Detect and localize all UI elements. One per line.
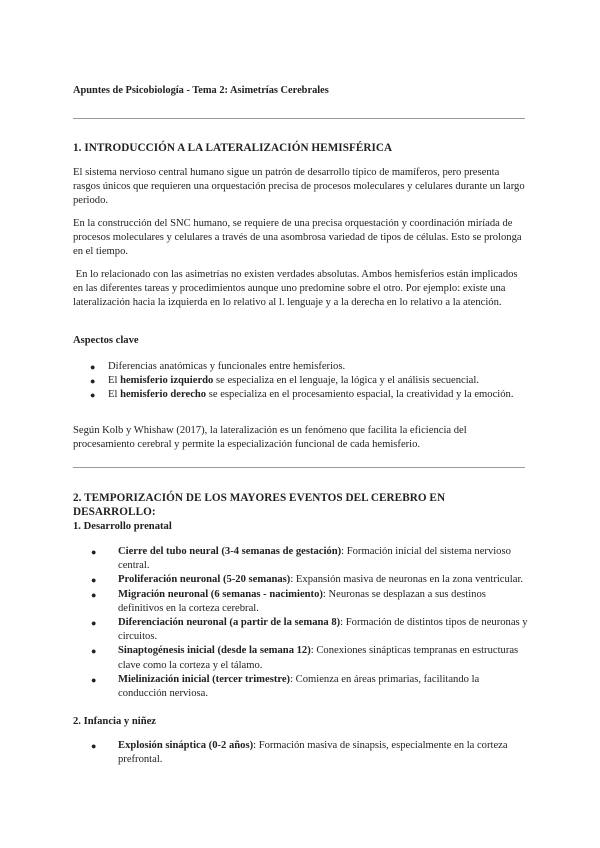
list-item-text: se especializa en el lenguaje, la lógica y el análisis secuencial. — [213, 375, 479, 387]
section-1-paragraph: En la construcción del SNC humano, se requiere de una precisa orquestación y coordinación miríada de procesos moleculares y celulares a través de una asombrosa variedad de tipos de células. Esto se prolonga en el tiempo. — [73, 218, 522, 258]
bullet-icon: ● — [90, 390, 96, 401]
event-description: : Expansión masiva de neuronas en la zona ventricular. — [290, 574, 524, 586]
list-item-text: se especializa en el procesamiento espacial, la creatividad y la emoción. — [206, 389, 514, 401]
childhood-events-list — [73, 739, 528, 767]
horizontal-divider — [73, 118, 525, 119]
list-item — [73, 588, 528, 616]
event-name: Mielinización inicial (tercer trimestre) — [118, 673, 291, 685]
list-item — [73, 360, 528, 374]
event-name: Diferenciación neuronal (a partir de la semana 8) — [118, 617, 341, 629]
childhood-subheading: 2. Infancia y niñez — [73, 716, 156, 727]
event-name: Explosión sináptica (0-2 años) — [118, 740, 254, 751]
event-description: : Conexiones sinápticas tempranas en estructuras clave como la corteza y el tálamo. — [118, 645, 519, 671]
bullet-icon: ● — [91, 674, 97, 685]
document-title: Apuntes de Psicobiología - Tema 2: Asimetrías Cerebrales — [73, 85, 329, 96]
list-item-term: hemisferio izquierdo — [120, 375, 214, 387]
list-item — [73, 644, 528, 672]
prenatal-events-list — [73, 545, 528, 701]
list-item-prefix: El — [108, 375, 121, 387]
prenatal-subheading: 1. Desarrollo prenatal — [73, 521, 172, 532]
section-1-closing-paragraph: Según Kolb y Whishaw (2017), la lateralización es un fenómeno que facilita la eficiencia del procesamiento cerebral y permite la especialización funcional de cada hemisferio. — [73, 425, 467, 451]
event-name: Cierre del tubo neural (3-4 semanas de gestación) — [118, 546, 342, 557]
bullet-icon: ● — [91, 575, 97, 586]
event-name: Proliferación neuronal (5-20 semanas) — [118, 574, 291, 586]
bullet-icon: ● — [90, 362, 96, 372]
bullet-icon: ● — [90, 376, 96, 387]
section-1-paragraph: El sistema nervioso central humano sigue un patrón de desarrollo típico de mamíferos, pero presenta rasgos únicos que requieren una orquestación precisa de procesos moleculares y celulares durante un largo periodo. — [73, 167, 525, 207]
list-item — [73, 616, 528, 644]
event-description: : Neuronas se desplazan a sus destinos definitivos en la corteza cerebral. — [118, 588, 486, 614]
bullet-icon: ● — [91, 646, 97, 657]
list-item — [73, 545, 528, 573]
list-item-text: Diferencias anatómicas y funcionales entre hemisferios. — [108, 361, 346, 372]
event-description: : Formación inicial del sistema nervioso central. — [118, 546, 511, 572]
bullet-icon: ● — [91, 741, 97, 751]
section-1-paragraph: En lo relacionado con las asimetrías no existen verdades absolutas. Ambos hemisferios están implicados en las diferentes tareas y procedimientos aunque uno predomine sobre el otro. Por ejemplo: existe una lateralización hacia la izquierda en lo relativo al l. lenguaje y a la derecha en lo relativo a la atención. — [73, 269, 521, 309]
list-item — [73, 573, 528, 587]
list-item-term: hemisferio derecho — [120, 389, 207, 401]
event-description: : Formación de distintos tipos de neuronas y circuitos. — [118, 617, 528, 643]
event-description: : Formación masiva de sinapsis, especialmente en la corteza prefrontal. — [118, 740, 508, 766]
section-1-heading: 1. INTRODUCCIÓN A LA LATERALIZACIÓN HEMISFÉRICA — [73, 142, 393, 154]
bullet-icon: ● — [91, 547, 97, 557]
section-2-heading: 2. TEMPORIZACIÓN DE LOS MAYORES EVENTOS DEL CEREBRO EN DESARROLLO: — [73, 492, 446, 519]
horizontal-divider — [73, 467, 525, 468]
list-item — [73, 673, 528, 701]
list-item — [73, 374, 528, 388]
key-aspects-list — [73, 360, 528, 403]
event-description: : Comienza en áreas primarias, facilitando la conducción nerviosa. — [118, 673, 480, 700]
list-item — [73, 388, 528, 402]
list-item-prefix: El — [108, 389, 121, 401]
bullet-icon: ● — [91, 589, 97, 600]
event-name: Sinaptogénesis inicial (desde la semana 12) — [118, 645, 311, 657]
bullet-icon: ● — [91, 618, 97, 629]
list-item — [73, 739, 528, 767]
key-aspects-title: Aspectos clave — [73, 335, 139, 346]
event-name: Migración neuronal (6 semanas - nacimiento) — [118, 588, 323, 600]
